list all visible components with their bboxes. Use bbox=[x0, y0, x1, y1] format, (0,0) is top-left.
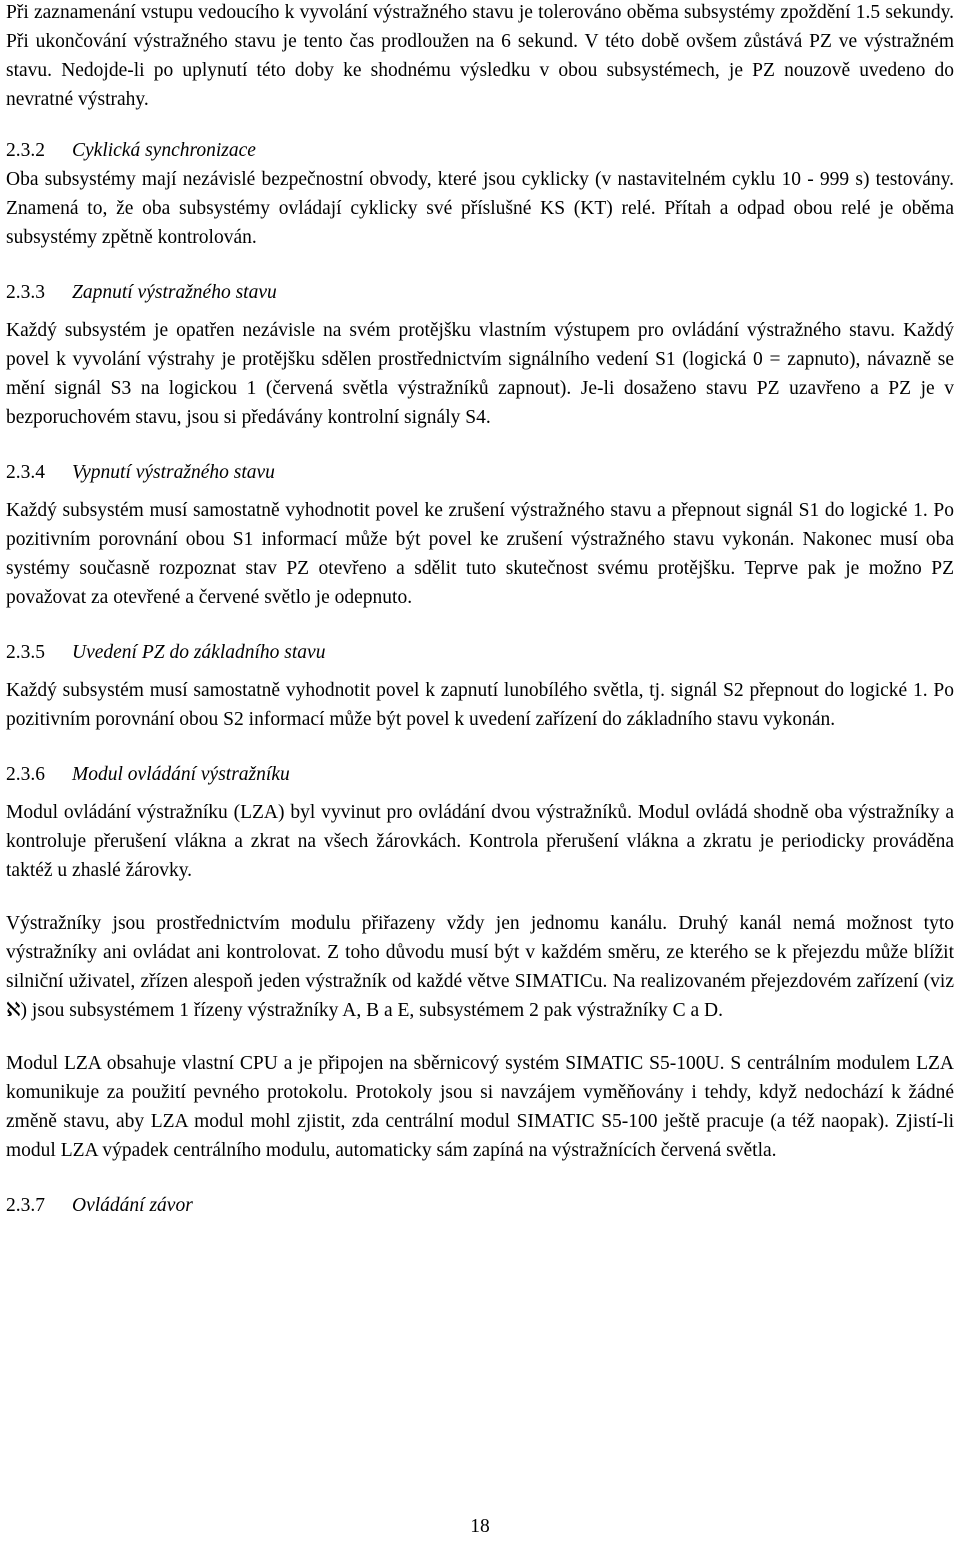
section-heading-2-3-6 bbox=[6, 760, 954, 789]
section-title: Modul ovládání výstražníku bbox=[72, 764, 290, 785]
section-title: Zapnutí výstražného stavu bbox=[72, 282, 277, 303]
section-heading-2-3-2 bbox=[6, 136, 954, 165]
section-title: Vypnutí výstražného stavu bbox=[72, 462, 275, 483]
page-number: 18 bbox=[470, 1516, 490, 1537]
section-heading-2-3-4 bbox=[6, 458, 954, 487]
section-heading-2-3-7 bbox=[6, 1191, 954, 1220]
section-heading-2-3-5 bbox=[6, 638, 954, 667]
section-number: 2.3.3 bbox=[6, 282, 45, 303]
section-number: 2.3.4 bbox=[6, 462, 45, 483]
section-title: Ovládání závor bbox=[72, 1195, 193, 1216]
section-paragraph: Každý subsystém je opatřen nezávisle na svém protějšku vlastním výstupem pro ovládání výstražného stavu. Každý povel k vyvolání výstrahy je protějšku sdělen prostřednictvím signálního vedení S1 (logická 0 = zapnuto), návazně se mění signál S3 na logickou 1 (červená světla výstražníků zapnout). Je-li dosaženo stavu PZ uzavřeno a PZ je v bezporuchovém stavu, jsou si předávány kontrolní signály S4. bbox=[6, 320, 954, 428]
section-title: Uvedení PZ do základního stavu bbox=[72, 642, 326, 663]
section-heading-2-3-3 bbox=[6, 278, 954, 307]
section-paragraph: Výstražníky jsou prostřednictvím modulu přiřazeny vždy jen jednomu kanálu. Druhý kanál nemá možnost tyto výstražníky ani ovládat ani kontrolovat. Z toho důvodu musí být v každém směru, ze kterého se k přejezdu může blížit silniční uživatel, zřízen alespoň jeden výstražník od každé větve SIMATICu. Na realizovaném přejezdovém zařízení (viz ℵ) jsou subsystémem 1 řízeny výstražníky A, B a E, subsystémem 2 pak výstražníky C a D. bbox=[6, 913, 954, 1021]
document-body bbox=[6, 0, 954, 1220]
section-number: 2.3.6 bbox=[6, 764, 45, 785]
section-paragraph: Každý subsystém musí samostatně vyhodnotit povel ke zrušení výstražného stavu a přepnout signál S1 do logické 1. Po pozitivním porovnání obou S1 informací může být povel ke zrušení výstražného stavu vykonán. Nakonec musí oba systémy současně rozpoznat stav PZ otevřeno a sdělit tuto skutečnost svému protějšku. Teprve pak je možno PZ považovat za otevřené a červené světlo je odepnuto. bbox=[6, 500, 954, 608]
section-paragraph: Modul LZA obsahuje vlastní CPU a je připojen na sběrnicový systém SIMATIC S5-100U. S centrálním modulem LZA komunikuje za použití pevného protokolu. Protokoly jsou si navzájem vyměňovány i tehdy, když nedochází k žádné změně stavu, aby LZA modul mohl zjistit, zda centrální modul SIMATIC S5-100 ještě pracuje (a též naopak). Zjistí-li modul LZA výpadek centrálního modulu, automaticky sám zapíná na výstražnících červená světla. bbox=[6, 1053, 954, 1161]
section-number: 2.3.5 bbox=[6, 642, 45, 663]
section-paragraph: Každý subsystém musí samostatně vyhodnotit povel k zapnutí lunobílého světla, tj. signál S2 přepnout do logické 1. Po pozitivním porovnání obou S2 informací může být povel k uvedení zařízení do základního stavu vykonán. bbox=[6, 680, 954, 730]
section-number: 2.3.2 bbox=[6, 140, 45, 161]
intro-paragraph: Při zaznamenání vstupu vedoucího k vyvolání výstražného stavu je tolerováno oběma subsystémy zpoždění 1.5 sekundy. Při ukončování výstražného stavu je tento čas prodloužen na 6 sekund. V této době ovšem zůstává PZ ve výstražném stavu. Nedojde-li po uplynutí této doby ke shodnému výsledku v obou subsystémech, je PZ nouzově uvedeno do nevratné výstrahy. bbox=[6, 2, 954, 110]
section-paragraph: Oba subsystémy mají nezávislé bezpečnostní obvody, které jsou cyklicky (v nastavitelném cyklu 10 - 999 s) testovány. Znamená to, že oba subsystémy ovládají cyklicky své příslušné KS (KT) relé. Přítah a odpad obou relé je oběma subsystémy zpětně kontrolován. bbox=[6, 169, 954, 248]
section-number: 2.3.7 bbox=[6, 1195, 45, 1216]
section-paragraph: Modul ovládání výstražníku (LZA) byl vyvinut pro ovládání dvou výstražníků. Modul ovládá shodně oba výstražníky a kontroluje přerušení vlákna a zkrat na všech žárovkách. Kontrola přerušení vlákna a zkratu je periodicky prováděna taktéž u zhaslé žárovky. bbox=[6, 802, 954, 881]
section-title: Cyklická synchronizace bbox=[72, 140, 256, 161]
